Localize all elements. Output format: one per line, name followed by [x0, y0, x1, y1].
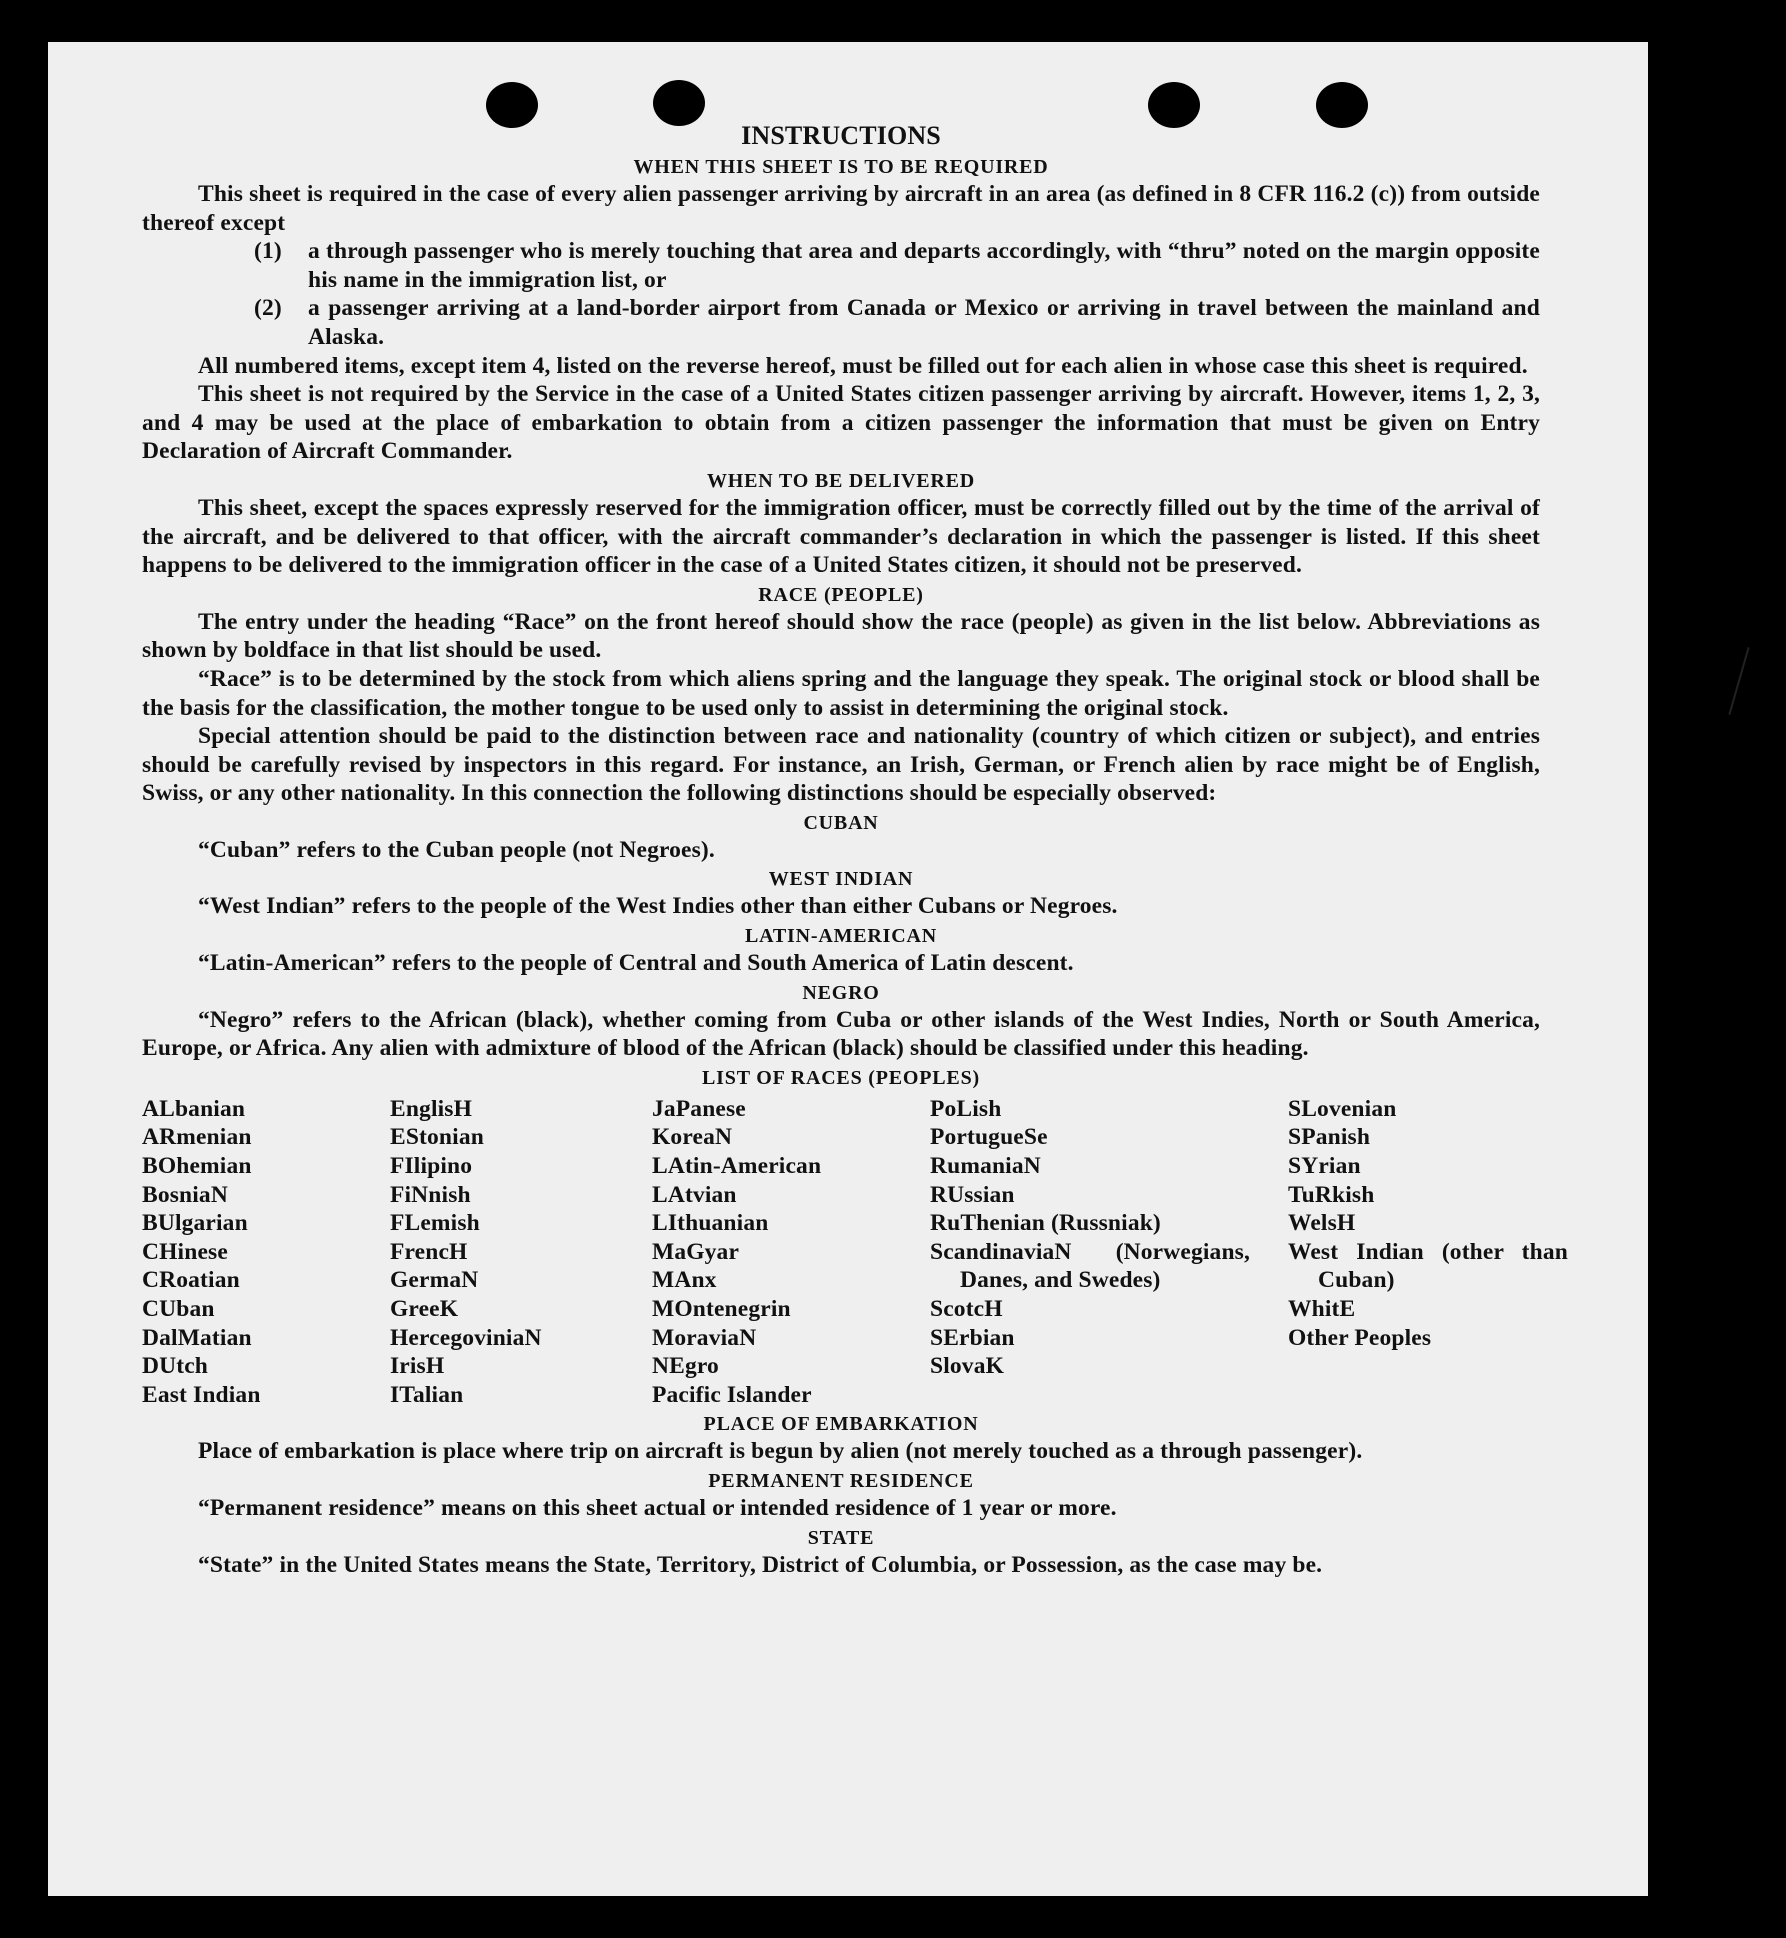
paragraph: This sheet, except the spaces expressly reserved for the immigration officer, must be correctly filled out by the time of the arrival of the aircraft, and be delivered to that officer, with the aircraft commander’s declaration in which the passenger is listed. If this sheet happens to be delivered to the immigration officer in the case of a United States citizen, it should not be preserved.	[142, 494, 1540, 579]
race-entry: GreeK	[390, 1296, 459, 1322]
race-entry: WelsH	[1288, 1210, 1356, 1237]
paragraph: Special attention should be paid to the distinction between race and nationality (country of which citizen or subject), and entries should be carefully revised by inspectors in this regard. For instance, an Irish, German, or French alien by race might be of English, Swiss, or any other nationality. In this connection the following distinctions should be especially observed:	[142, 723, 1540, 807]
race-entry: DalMatian	[142, 1324, 252, 1351]
race-entry: Pacific Islander	[652, 1381, 812, 1408]
race-entry: RumaniaN	[930, 1153, 1041, 1180]
section-heading: WHEN THIS SHEET IS TO BE REQUIRED	[633, 156, 1049, 178]
race-entry: ARmenian	[142, 1124, 252, 1151]
race-entry: ALbanian	[142, 1095, 246, 1122]
race-entry: BUlgarian	[142, 1210, 248, 1237]
race-entry: KoreaN	[652, 1124, 733, 1151]
race-list	[142, 1095, 1568, 1410]
section-heading: PLACE OF EMBARKATION	[703, 1413, 979, 1436]
section-heading: LATIN-AMERICAN	[745, 925, 937, 948]
race-entry: EnglisH	[390, 1095, 473, 1122]
race-entry: DUtch	[142, 1353, 209, 1380]
item-text: a passenger arriving at a land-border airport from Canada or Mexico or arriving in travel between the mainland and Alaska.	[308, 295, 1540, 350]
paragraph: “State” in the United States means the State, Territory, District of Columbia, or Possession, as the case may be.	[198, 1551, 1323, 1578]
paragraph: All numbered items, except item 4, listed on the reverse hereof, must be filled out for each alien in whose case this sheet is required.	[198, 352, 1528, 379]
race-entry: JaPanese	[652, 1095, 746, 1122]
race-entry: SLovenian	[1288, 1095, 1397, 1122]
section-heading: WHEN TO BE DELIVERED	[706, 469, 976, 492]
race-entry: HercegoviniaN	[390, 1324, 542, 1351]
race-entry: SlovaK	[930, 1353, 1005, 1380]
race-entry: FiNnish	[390, 1181, 471, 1208]
race-entry: MAnx	[652, 1267, 717, 1294]
race-entry: FrencH	[390, 1238, 468, 1265]
paragraph: The entry under the heading “Race” on the front hereof should show the race (people) as given in the list below. Abbreviations as shown by boldface in that list should be used.	[142, 608, 1540, 664]
race-entry: EStonian	[390, 1124, 484, 1151]
race-entry: West Indian (other than Cuban)	[1288, 1238, 1568, 1294]
list-item	[142, 294, 1540, 351]
race-entry: CHinese	[142, 1238, 228, 1265]
race-entry: ScotcH	[930, 1296, 1003, 1322]
race-entry: MaGyar	[652, 1238, 740, 1265]
list-item	[142, 237, 1540, 294]
race-entry: BosniaN	[142, 1181, 228, 1208]
race-entry: MOntenegrin	[652, 1296, 791, 1322]
race-column	[1288, 1095, 1568, 1410]
instructions-text	[142, 120, 1568, 1579]
race-column	[930, 1095, 1288, 1410]
race-entry: CRoatian	[142, 1267, 240, 1294]
race-entry: MoraviaN	[652, 1324, 757, 1351]
race-column	[652, 1095, 930, 1410]
scan-mark	[1728, 647, 1749, 715]
item-number: (2)	[254, 295, 282, 322]
race-entry: LAtvian	[652, 1181, 737, 1208]
paragraph: “Cuban” refers to the Cuban people (not Negroes).	[198, 836, 715, 863]
section-heading: RACE (PEOPLE)	[758, 583, 924, 606]
section-heading: CUBAN	[803, 811, 879, 834]
item-number: (1)	[254, 238, 282, 265]
race-entry: ITalian	[390, 1381, 464, 1408]
section-heading: STATE	[807, 1526, 875, 1549]
race-entry: CUban	[142, 1296, 215, 1322]
paragraph: This sheet is not required by the Service in the case of a United States citizen passenger arriving by aircraft. However, items 1, 2, 3, and 4 may be used at the place of embarkation to obtain from a citizen passenger the information that must be given on Entry Declaration of Aircraft Commander.	[142, 381, 1540, 465]
race-entry: IrisH	[390, 1353, 445, 1380]
race-entry: LIthuanian	[652, 1210, 769, 1237]
race-entry: SYrian	[1288, 1153, 1361, 1180]
section-heading: NEGRO	[802, 981, 880, 1004]
page-title: INSTRUCTIONS	[741, 121, 941, 150]
paragraph: This sheet is required in the case of every alien passenger arriving by aircraft in an area (as defined in 8 CFR 116.2 (c)) from outside thereof except	[142, 181, 1540, 236]
race-entry: SErbian	[930, 1324, 1015, 1351]
section-heading: WEST INDIAN	[768, 868, 914, 891]
race-entry: BOhemian	[142, 1153, 252, 1180]
paragraph: “Permanent residence” means on this sheet actual or intended residence of 1 year or more.	[198, 1494, 1117, 1521]
race-entry: PoLish	[930, 1095, 1002, 1122]
race-entry: Other Peoples	[1288, 1324, 1432, 1351]
section-heading: LIST OF RACES (PEOPLES)	[702, 1066, 980, 1089]
section-heading: PERMANENT RESIDENCE	[708, 1469, 974, 1492]
paragraph: Place of embarkation is place where trip on aircraft is begun by alien (not merely touched as a through passenger).	[198, 1438, 1363, 1465]
paragraph: “Race” is to be determined by the stock from which aliens spring and the language they speak. The original stock or blood shall be the basis for the classification, the mother tongue to be used only to assist in determining the original stock.	[142, 665, 1540, 721]
paragraph: “West Indian” refers to the people of the West Indies other than either Cubans or Negroes.	[198, 893, 1118, 920]
race-entry: SPanish	[1288, 1124, 1371, 1151]
race-column	[142, 1095, 390, 1410]
race-entry: TuRkish	[1288, 1181, 1375, 1208]
paragraph: “Negro” refers to the African (black), whether coming from Cuba or other islands of the West Indies, North or South America, Europe, or Africa. Any alien with admixture of blood of the African (black) should be classified under this heading.	[142, 1006, 1540, 1062]
race-entry: RuThenian (Russniak)	[930, 1210, 1161, 1237]
race-entry: East Indian	[142, 1381, 261, 1408]
race-entry: FIlipino	[390, 1153, 473, 1180]
item-text: a through passenger who is merely touching that area and departs accordingly, with “thru” noted on the margin opposite his name in the immigration list, or	[308, 238, 1540, 293]
race-entry: NEgro	[652, 1353, 719, 1380]
race-entry: GermaN	[390, 1267, 479, 1294]
paragraph: “Latin-American” refers to the people of Central and South America of Latin descent.	[198, 950, 1074, 977]
race-entry: PortugueSe	[930, 1124, 1048, 1151]
race-entry: RUssian	[930, 1181, 1015, 1208]
race-entry: LAtin-American	[652, 1153, 822, 1180]
document-page	[48, 42, 1648, 1896]
race-entry: WhitE	[1288, 1296, 1356, 1322]
race-entry: FLemish	[390, 1210, 480, 1237]
race-column	[390, 1095, 652, 1410]
race-entry: ScandinaviaN (Norwegians, Danes, and Swedes)	[930, 1238, 1250, 1294]
